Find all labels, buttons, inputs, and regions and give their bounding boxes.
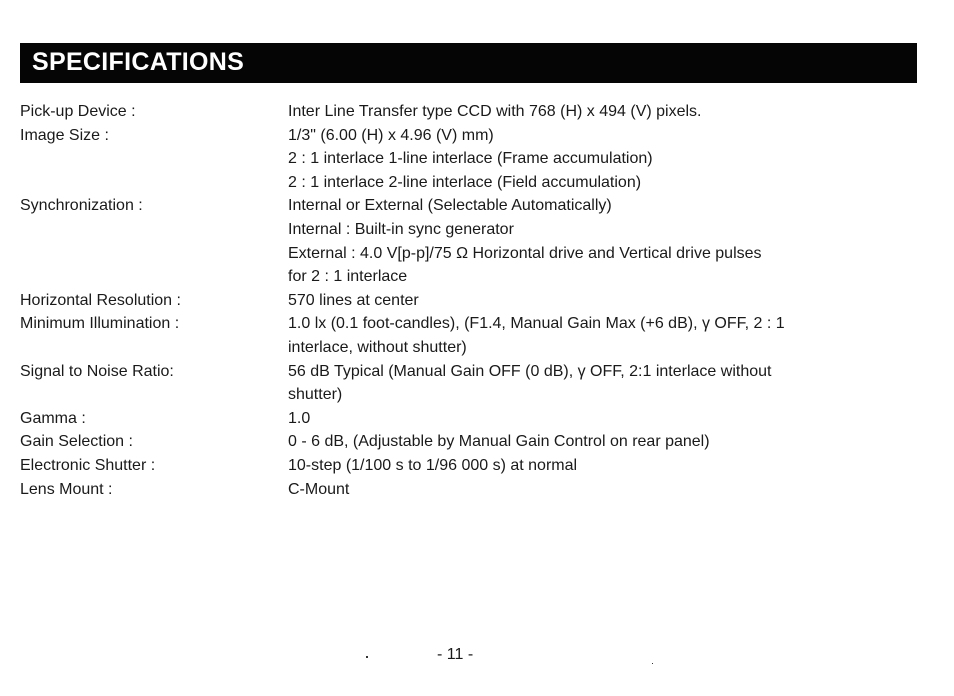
spec-value <box>288 407 920 431</box>
spec-value <box>288 124 920 195</box>
spec-value-line: 1.0 <box>288 409 311 427</box>
section-header-bar <box>20 43 917 83</box>
spec-label: Minimum Illumination : <box>20 315 180 333</box>
spec-value-line: 56 dB Typical (Manual Gain OFF (0 dB), γ OFF, 2:1 interlace without <box>288 362 772 380</box>
spec-value-line: 2 : 1 interlace 2-line interlace (Field accumulation) <box>288 173 642 191</box>
spec-label: Gain Selection : <box>20 433 133 451</box>
spec-value-line: External : 4.0 V[p-p]/75 Ω Horizontal drive and Vertical drive pulses <box>288 244 762 262</box>
spec-value-line: for 2 : 1 interlace <box>288 268 408 286</box>
spec-value-line: 570 lines at center <box>288 291 419 309</box>
spec-row <box>20 407 920 431</box>
spec-value-line: 1/3" (6.00 (H) x 4.96 (V) mm) <box>288 126 494 144</box>
spec-label: Electronic Shutter : <box>20 456 156 474</box>
spec-value-line: shutter) <box>288 386 343 404</box>
spec-value-line: C-Mount <box>288 480 350 498</box>
spec-value <box>288 194 920 288</box>
spec-label: Image Size : <box>20 126 109 144</box>
spec-row <box>20 289 920 313</box>
spec-row <box>20 312 920 359</box>
spec-value-line: 0 - 6 dB, (Adjustable by Manual Gain Control on rear panel) <box>288 433 710 451</box>
spec-label: Gamma : <box>20 409 86 427</box>
scan-speck <box>652 663 653 664</box>
spec-label: Pick-up Device : <box>20 103 136 120</box>
spec-row <box>20 478 920 502</box>
spec-value <box>288 289 920 313</box>
scan-speck <box>366 656 368 658</box>
specifications-list <box>20 100 920 501</box>
spec-label: Synchronization : <box>20 197 143 215</box>
spec-value <box>288 430 920 454</box>
section-title: SPECIFICATIONS <box>32 48 245 76</box>
spec-value <box>288 312 920 359</box>
spec-row <box>20 430 920 454</box>
spec-value-line: Inter Line Transfer type CCD with 768 (H) x 494 (V) pixels. <box>288 103 702 120</box>
spec-row <box>20 100 920 124</box>
spec-value-line: 1.0 lx (0.1 foot-candles), (F1.4, Manual Gain Max (+6 dB), γ OFF, 2 : 1 <box>288 315 785 333</box>
spec-value-line: Internal : Built-in sync generator <box>288 220 514 238</box>
spec-label: Horizontal Resolution : <box>20 291 181 309</box>
spec-value-line: interlace, without shutter) <box>288 338 467 356</box>
spec-value-line: Internal or External (Selectable Automatically) <box>288 197 612 215</box>
spec-row <box>20 124 920 195</box>
page-number: - 11 - <box>437 646 474 663</box>
spec-label: Lens Mount : <box>20 480 113 498</box>
spec-value <box>288 100 920 124</box>
spec-row <box>20 360 920 407</box>
spec-label: Signal to Noise Ratio: <box>20 362 174 380</box>
spec-row <box>20 194 920 288</box>
spec-value <box>288 360 920 407</box>
page-footer <box>0 646 954 666</box>
spec-value-line: 10-step (1/100 s to 1/96 000 s) at normal <box>288 456 578 474</box>
spec-row <box>20 454 920 478</box>
spec-value-line: 2 : 1 interlace 1-line interlace (Frame accumulation) <box>288 150 653 168</box>
spec-value <box>288 478 920 502</box>
spec-value <box>288 454 920 478</box>
